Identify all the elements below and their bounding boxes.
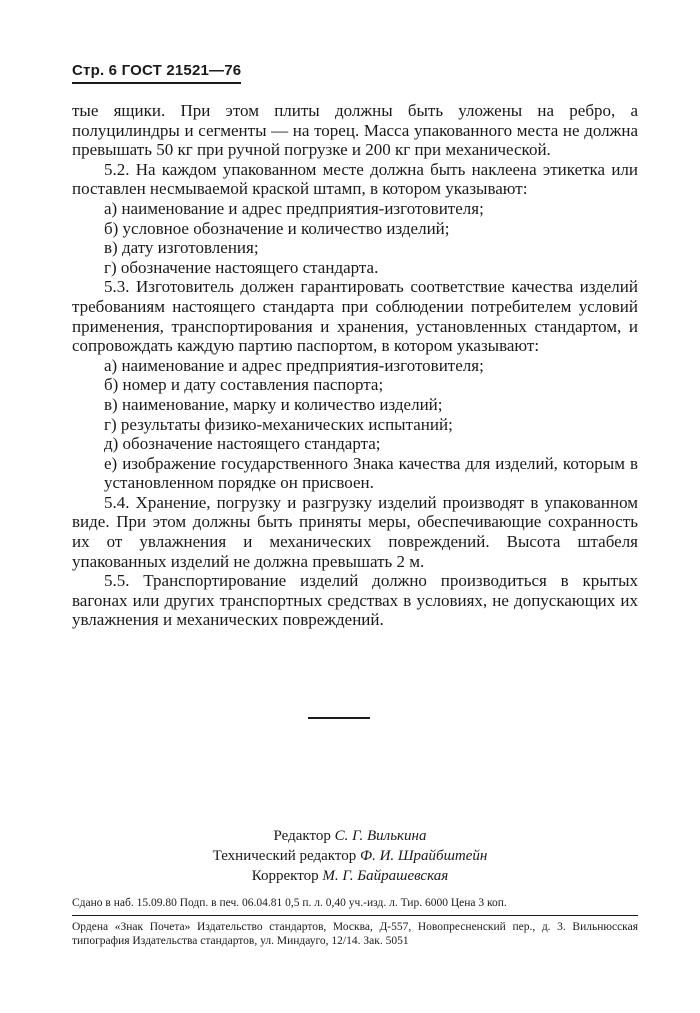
paragraph-5-2: 5.2. На каждом упакованном месте должна быть наклеена этикетка или поставлен несмываемой краской штамп, в котором указывают: — [72, 159, 638, 199]
imprint-block — [72, 896, 638, 948]
imprint-publisher: Ордена «Знак Почета» Издательство стандартов, Москва, Д-557, Новопресненский пер., д. 3. Вильнюсская типография Издательства стандартов, ул. Миндауго, 12/14. Зак. 5051 — [72, 921, 638, 947]
list-item: в) дату изготовления; — [104, 238, 259, 258]
credit-name: Ф. И. Шрайбштейн — [360, 848, 488, 864]
page-header: Стр. 6 ГОСТ 21521—76 — [72, 62, 241, 84]
credits-block — [150, 826, 550, 886]
credit-name: М. Г. Байрашевская — [322, 868, 449, 884]
credit-role: Корректор — [251, 868, 319, 884]
imprint-print-details: Сдано в наб. 15.09.80 Подп. в печ. 06.04.81 0,5 п. л. 0,40 уч.-изд. л. Тир. 6000 Цена 3 коп. — [72, 897, 507, 909]
paragraph-continuation: тые ящики. При этом плиты должны быть уложены на ребро, а полуцилиндры и сегменты — на торец. Масса упакованного места не должна превышать 50 кг при ручной погрузке и 200 кг при механической. — [72, 101, 638, 160]
credit-tech-editor — [150, 846, 550, 866]
credit-role: Технический редактор — [212, 848, 357, 864]
list-item: б) номер и дату составления паспорта; — [104, 375, 384, 395]
list-item: а) наименование и адрес предприятия-изготовителя; — [104, 355, 484, 375]
list-item: е) изображение государственного Знака качества для изделий, которым в установленном порядке он присвоен. — [104, 453, 638, 493]
list-item: г) результаты физико-механических испытаний; — [104, 414, 453, 434]
list-item: г) обозначение настоящего стандарта. — [104, 257, 379, 277]
credit-editor — [150, 826, 550, 846]
paragraph-5-5: 5.5. Транспортирование изделий должно производиться в крытых вагонах или других транспортных средствах в условиях, не допускающих их увлажнения и механических повреждений. — [72, 571, 638, 630]
section-divider — [308, 717, 370, 719]
credit-corrector — [150, 866, 550, 886]
paragraph-5-3: 5.3. Изготовитель должен гарантировать соответствие качества изделий требованиям настоящего стандарта при соблюдении потребителем условий применения, транспортирования и хранения, установленных стандартом, и сопровождать каждую партию паспортом, в котором указывают: — [72, 277, 638, 356]
list-item: в) наименование, марку и количество изделий; — [104, 394, 443, 414]
list-item: а) наименование и адрес предприятия-изготовителя; — [104, 198, 484, 218]
list-item: д) обозначение настоящего стандарта; — [104, 434, 381, 454]
credit-name: С. Г. Вилькина — [334, 828, 427, 844]
credit-role: Редактор — [273, 828, 331, 844]
paragraph-5-4: 5.4. Хранение, погрузку и разгрузку изделий производят в упакованном виде. При этом должны быть приняты меры, обеспечивающие сохранность их от увлажнения и механических повреждений. Высота штабеля упакованных изделий не должна превышать 2 м. — [72, 492, 638, 571]
document-body — [72, 101, 638, 630]
list-item: б) условное обозначение и количество изделий; — [104, 218, 450, 238]
imprint-rule — [72, 915, 638, 916]
